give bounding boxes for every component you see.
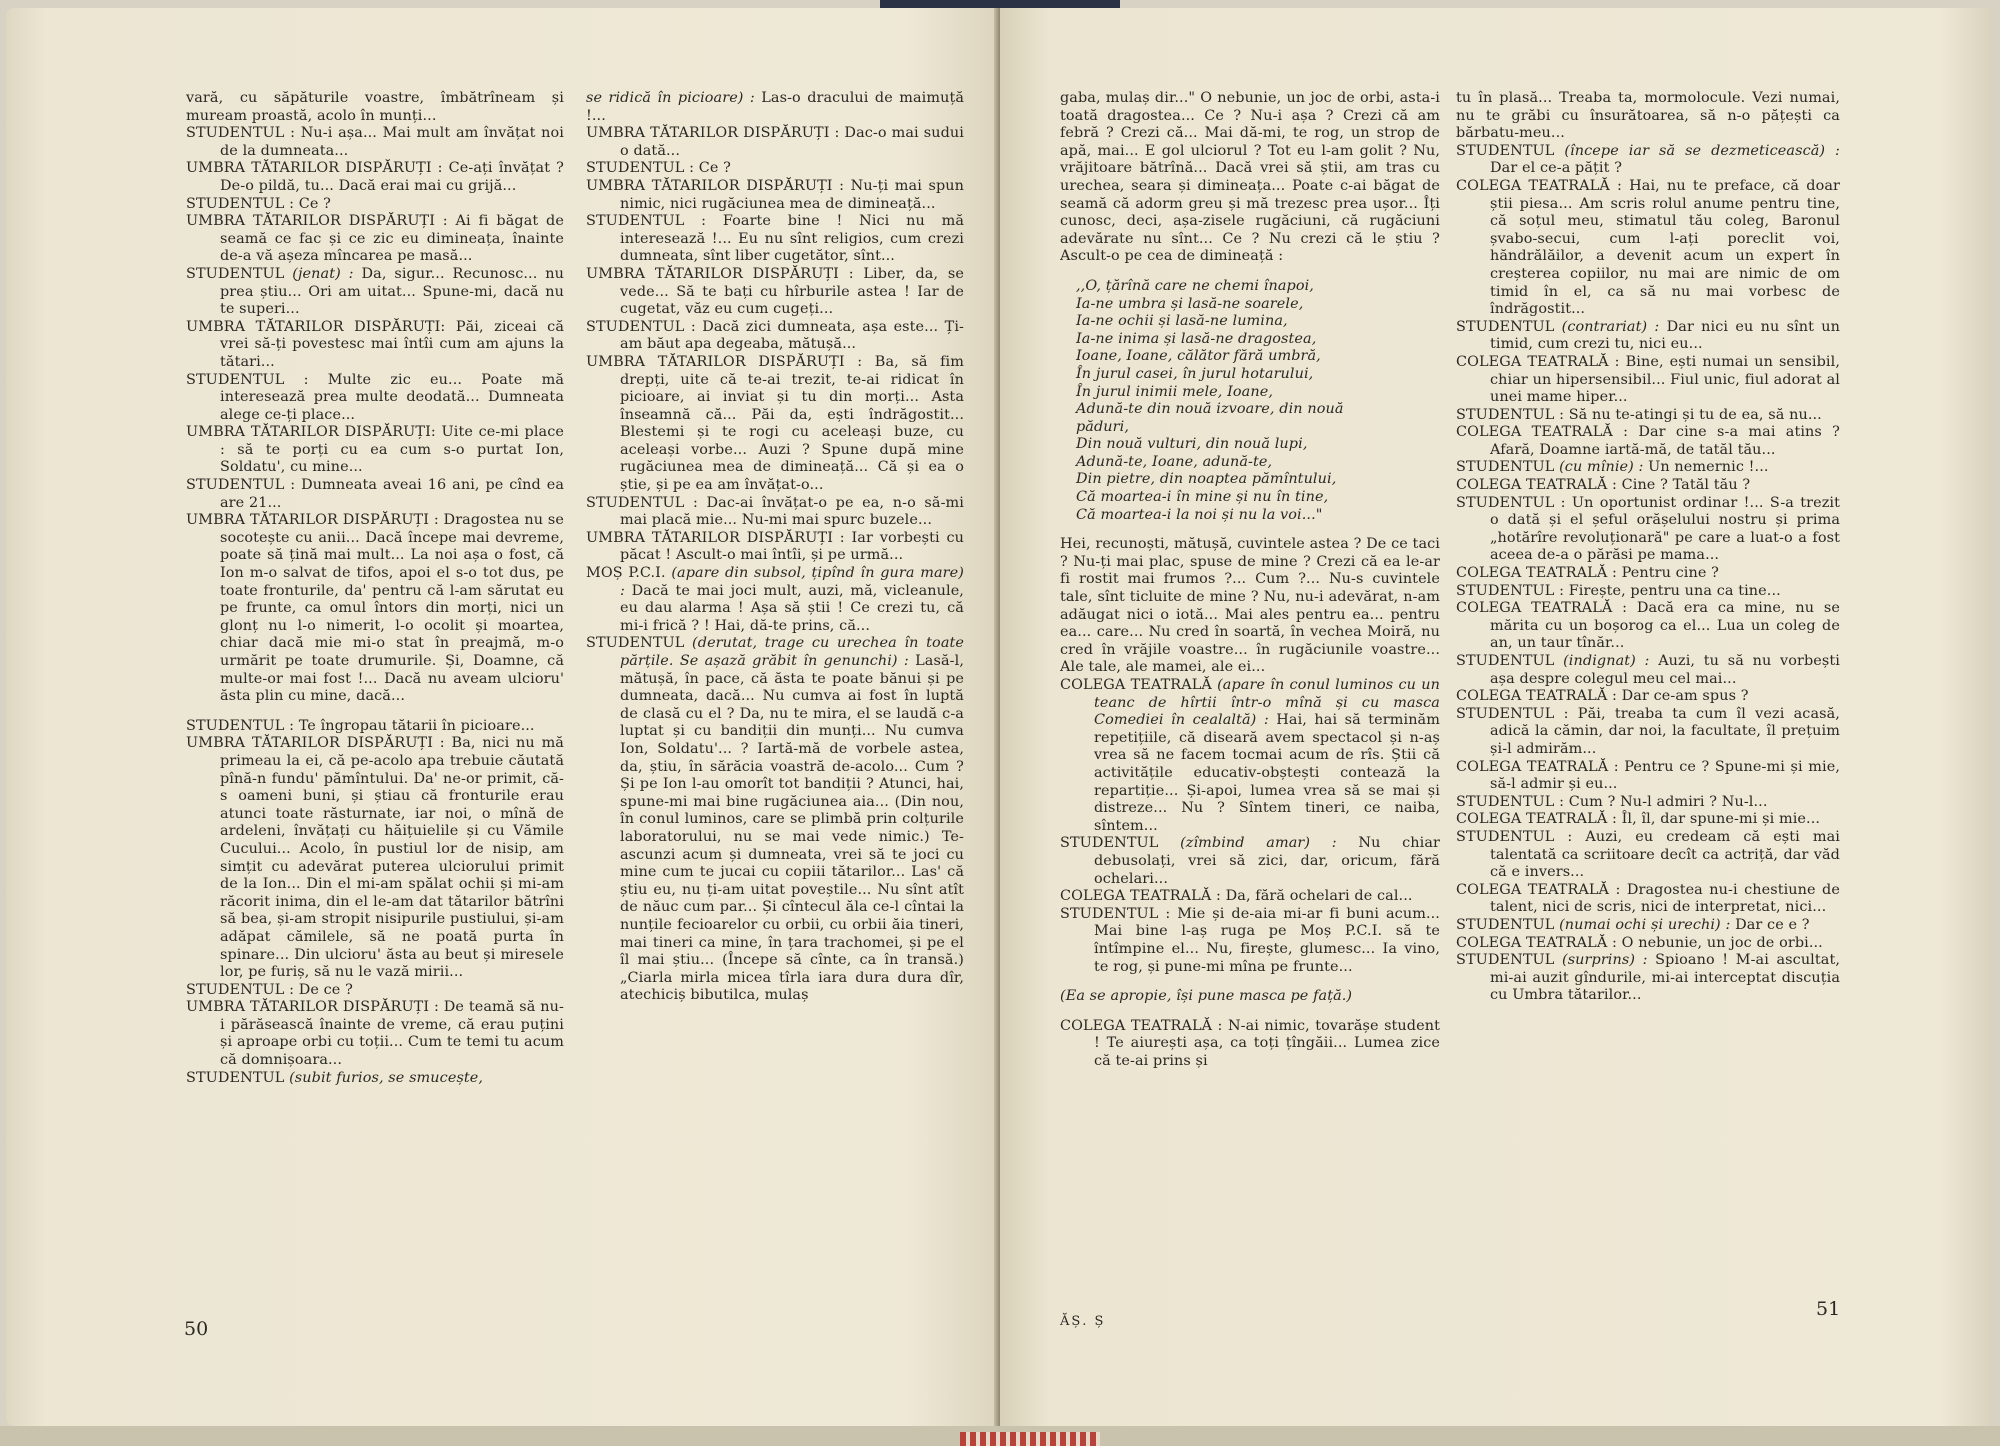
line-text: Dacă era ca mine, nu se mărita cu un boșorog ca el... Lua un coleg de an, un taur tînăr... xyxy=(1490,600,1840,652)
speaker-name: STUDENTUL : xyxy=(586,160,695,177)
dialogue-line xyxy=(1060,906,1440,976)
line-text: Iar vorbești cu păcat ! Ascult-o mai întîi, și pe urmă... xyxy=(620,529,964,564)
speaker-name: COLEGA TEATRALĂ : xyxy=(1456,758,1619,775)
bookmark-ribbon xyxy=(960,1432,1100,1446)
line-text: Ba, să fim drepți, uite că te-ai trezit, te-ai ridicat în picioare, ai inviat și tu din morți... Asta înseamnă că... Păi da, ești îndrăgostit... Blestemi și te rogi cu aceleași buze, cu aceleași vorbe... Auzi ? Spune după mine rugăciunea mea de dimineață... Că și ea o știe, și pe ea am învățat-o... xyxy=(620,353,964,494)
dialogue-line xyxy=(1456,459,1840,477)
speaker-name: UMBRA TĂTARILOR DISPĂRUȚI: xyxy=(186,424,436,441)
dialogue-line xyxy=(586,354,964,495)
line-text: Hai, nu te preface, că doar știi piesa... Am scris rolul anume pentru tine, că soțul meu, stimatul tău coleg, Baronul șvabo-secui, cum l-ați poreclit voi, hăndrălăilor, a devenit acum un expert în creșterea copiilor, nu mai are nimic de om timid în el, ca să nu mai vorbesc de îndrăgostit... xyxy=(1490,177,1840,318)
text-paragraph: gaba, mulaș dir..." O nebunie, un joc de orbi, asta-i toată dragostea... Ce ? Nu-i așa ? Crezi că am febră ? Crezi că... Mai dă-mi, te rog, un strop de apă, mai... E gol ulciorul ? Tot eu l-am golit ? Nu, vrăjitoare bătrînă... Dacă vrei să știi, am tras cu urechea, seara și dimineața... Poate c-ai băgat de seamă că adorm greu și mă trezesc prea ușor... Îți cunosc, deci, așa-zisele rugăciuni, că rugăciuni adevărate nu sînt... Ce ? Nu crezi că le știu ? Ascult-o pe cea de dimineață : xyxy=(1060,90,1440,265)
poem-block: ,,O, țărînă care ne chemi înapoi, Ia-ne umbra și lasă-ne soarele, Ia-ne ochii și lasă-ne lumina, Ia-ne inima și lasă-ne dragostea, Ioane, Ioane, călător fără umbră, În jurul casei, în jurul hotarului, În jurul inimii mele, Ioane, Adună-te din nouă izvoare, din nouă păduri, Din nouă vulturi, din nouă lupi, Adună-te, Ioane, adună-te, Din pietre, din noaptea pămîntului, Că moartea-i în mine și nu în tine, Că moartea-i la noi și nu la voi..." xyxy=(1076,277,1344,523)
dialogue-line xyxy=(1060,677,1440,835)
speaker-name: STUDENTUL : xyxy=(186,981,295,998)
speaker-name: STUDENTUL : xyxy=(586,318,696,335)
line-text: Nu-ți mai spun nimic, nici rugăciunea mea de dimineață... xyxy=(620,177,964,212)
speaker-name: STUDENTUL xyxy=(1456,142,1555,159)
dialogue-line xyxy=(1456,407,1840,425)
speaker-name: COLEGA TEATRALĂ : xyxy=(1456,565,1617,582)
left-column-2 xyxy=(586,90,964,1310)
line-text: Hei, recunoști, mătușă, cuvintele astea ? De ce taci ? Nu-ți mai plac, spuse de mine ? Crezi că ea le-ar fi rostit mai frumos ?... Cum ?... Nu-s cuvintele tale, sînt ticluite de mine ? Nu, nu-i adevărat, n-am adăugat nici o iotă... Mai ales pentru ea... pentru ea... care... Nu cred în soartă, în vechea Moiră, nu cred în vrăjile voastre... în rugăciunile voastre... Ale tale, ale mamei, ale ei... xyxy=(1060,536,1440,676)
speaker-name: COLEGA TEATRALĂ : xyxy=(1060,888,1221,905)
dialogue-line xyxy=(1456,935,1840,953)
dialogue-line xyxy=(1456,829,1840,882)
speaker-name: STUDENTUL xyxy=(1456,459,1555,476)
line-text: Ce ? xyxy=(694,160,731,177)
speaker-name: COLEGA TEATRALĂ : xyxy=(1456,688,1617,705)
speaker-name: COLEGA TEATRALĂ : xyxy=(1456,353,1620,370)
speaker-name: UMBRA TĂTARILOR DISPĂRUȚI : xyxy=(186,999,439,1016)
line-text: Firește, pentru una ca tine... xyxy=(1564,582,1781,599)
line-text: Nu-i așa... Mai mult am învățat noi de la dumneata... xyxy=(220,125,564,159)
speaker-name: STUDENTUL : xyxy=(186,371,309,388)
line-text: Uite ce-mi place : să te porți cu ea cum s-o purtat Ion, Soldatu', cu mine... xyxy=(220,424,564,476)
dialogue-line xyxy=(1456,706,1840,759)
text-paragraph xyxy=(186,90,564,125)
line-text: Ce-ați învățat ? De-o pildă, tu... Dacă erai mai cu grijă... xyxy=(220,160,564,194)
dialogue-line xyxy=(1456,917,1840,935)
dialogue-line xyxy=(1456,583,1840,601)
line-text: Mie și de-aia mi-ar fi buni acum... Mai bine l-aș ruga pe Moș P.C.I. să te întîmpine el... Nu, firește, glumesc... Ia vino, te rog, și pune-mi mîna pe frunte... xyxy=(1094,905,1440,975)
line-text: Dacă zici dumneata, așa este... Ți-am băut apa degeaba, mătușă... xyxy=(620,318,964,353)
line-text: Multe zic eu... Poate mă interesează prea multe deodată... Dumneata alege ce-ți place... xyxy=(220,371,564,423)
text-paragraph xyxy=(1060,988,1440,1006)
line-text: Dac-o mai sudui o dată... xyxy=(620,125,964,159)
speaker-name: UMBRA TĂTARILOR DISPĂRUȚI : xyxy=(586,265,854,282)
dialogue-line xyxy=(186,718,564,736)
dialogue-line xyxy=(586,495,964,530)
dialogue-line xyxy=(186,213,564,266)
dialogue-line xyxy=(1456,565,1840,583)
dialogue-line xyxy=(586,530,964,565)
right-page xyxy=(1000,8,1992,1426)
speaker-name: STUDENTUL : xyxy=(1456,705,1569,722)
speaker-name: STUDENTUL xyxy=(1060,835,1159,852)
dialogue-line xyxy=(1456,424,1840,459)
dialogue-line xyxy=(1456,688,1840,706)
stage-direction: (surprins) : xyxy=(1554,952,1648,969)
dialogue-line xyxy=(186,372,564,425)
speaker-name: STUDENTUL : xyxy=(186,125,296,142)
text-paragraph xyxy=(1060,536,1440,677)
line-text: Nu chiar debusolați, vrei să zici, dar, oricum, fără ochelari... xyxy=(1094,835,1440,887)
speaker-name: STUDENTUL : xyxy=(1456,406,1565,423)
line-text: Hai, hai să terminăm repetițiile, că diseară avem spectacol și n-aș vrea să ne facem tocmai acum de rîs. Știi că activitățile educativ-obștești contează la repartiție... Și-apoi, lumea vrea să se mai și distreze... Nu ? Sîntem tineri, ce naiba, sîntem... xyxy=(1094,712,1440,834)
page-number-left: 50 xyxy=(184,1318,209,1340)
page-mark-right: ĂȘ. Ș xyxy=(1060,1314,1106,1329)
line-text: Dac-ai învățat-o pe ea, n-o să-mi mai placă mie... Nu-mi mai spurc buzele... xyxy=(620,494,964,529)
dialogue-line xyxy=(1456,952,1840,1005)
speaker-name: UMBRA TĂTARILOR DISPĂRUȚI : xyxy=(586,529,845,546)
line-text: (Ea se apropie, își pune masca pe față.) xyxy=(1060,988,1353,1005)
speaker-name: COLEGA TEATRALĂ xyxy=(1060,677,1212,693)
text-paragraph xyxy=(586,90,964,125)
dialogue-line xyxy=(1456,495,1840,565)
speaker-name: STUDENTUL xyxy=(1456,916,1555,933)
dialogue-line xyxy=(1060,888,1440,906)
line-text: Dar cine s-a mai atins ? Afară, Doamne iartă-mă, de tatăl tău... xyxy=(1490,424,1840,458)
dialogue-line xyxy=(186,196,564,214)
speaker-name: STUDENTUL : xyxy=(1456,793,1565,810)
speaker-name: COLEGA TEATRALĂ : xyxy=(1456,177,1622,194)
line-text: vară, cu săpăturile voastre, îmbătrîneam și muream proastă, acolo în munți... xyxy=(186,90,564,124)
stage-direction: (numai ochi și urechi) : xyxy=(1554,916,1731,933)
dialogue-line xyxy=(186,982,564,1000)
speaker-name: UMBRA TĂTARILOR DISPĂRUȚI : xyxy=(586,125,840,142)
speaker-name: MOȘ P.C.I. xyxy=(586,565,666,582)
dialogue-line xyxy=(586,178,964,213)
right-column-2 xyxy=(1456,90,1840,1310)
dialogue-line xyxy=(186,1070,564,1088)
line-text: Dar ce e ? xyxy=(1730,916,1810,933)
line-text: Cum ? Nu-l admiri ? Nu-l... xyxy=(1564,793,1768,810)
dialogue-line xyxy=(586,266,964,319)
dialogue-line xyxy=(1060,1018,1440,1071)
line-text: Păi, treaba ta cum îl vezi acasă, adică la cămin, dar noi, la facultate, îl prețuim și-l admirăm... xyxy=(1490,705,1840,757)
speaker-name: COLEGA TEATRALĂ : xyxy=(1456,600,1628,617)
line-text: Las-o dracului de maimuță !... xyxy=(586,90,964,124)
dialogue-line xyxy=(186,735,564,981)
line-text: Dar ce-am spus ? xyxy=(1616,688,1749,705)
line-text: Un nemernic !... xyxy=(1643,459,1769,476)
line-text: Păi, ziceai că vrei să-ți povestesc mai întîi cum am ajuns la tătari... xyxy=(220,318,564,370)
dialogue-line xyxy=(1456,811,1840,829)
line-text: Dar el ce-a pățit ? xyxy=(1490,160,1623,177)
speaker-name: COLEGA TEATRALĂ : xyxy=(1456,424,1629,441)
line-text: Pentru cine ? xyxy=(1616,565,1719,582)
line-text: De teamă să nu-i părăsească înainte de vreme, că erau puțini și aproape orbi cu toții... Cum te temi tu acum că domnișoara... xyxy=(220,999,564,1069)
line-text: Dragostea nu se socotește cu anii... Dacă începe mai devreme, poate să țină mai mult... La noi așa o fost, că Ion m-o salvat de tifos, apoi el s-o tot dus, pe toate fronturile, da' pentru că l-am sărutat eu pe frunte, ca omul întors din morți, nici un glonț nu l-o nimerit, l-o ocolit și moartea, chiar dacă mie mi-o stat în preajmă, m-o urmărit pe toate drumurile. Și, Doamne, că multe-or mai fost !... Dacă nu aveam ulcioru' ăsta plin cu mine, dacă... xyxy=(220,512,564,705)
speaker-name: STUDENTUL xyxy=(1456,318,1555,335)
speaker-name: STUDENTUL : xyxy=(1456,494,1566,511)
line-text: Îl, îl, dar spune-mi și mie... xyxy=(1616,811,1821,828)
speaker-name: STUDENTUL xyxy=(1456,653,1555,669)
line-text: De ce ? xyxy=(294,981,353,998)
line-text: Ai fi băgat de seamă ce fac și ce zic eu dimineața, înainte de-a vă așeza mîncarea pe masă... xyxy=(220,213,564,265)
stage-direction: (indignat) : xyxy=(1554,653,1650,669)
dialogue-line xyxy=(186,319,564,372)
speaker-name: UMBRA TĂTARILOR DISPĂRUȚI : xyxy=(186,213,448,230)
speaker-name: STUDENTUL : xyxy=(186,477,296,494)
speaker-name: STUDENTUL : xyxy=(586,494,698,511)
line-text: se ridică în picioare) : xyxy=(586,90,755,106)
stage-direction: (cu mînie) : xyxy=(1554,459,1644,476)
stage-direction: (apare din subsol, țipînd în gura mare) : xyxy=(620,565,964,599)
speaker-name: COLEGA TEATRALĂ : xyxy=(1456,934,1617,951)
dialogue-line xyxy=(586,125,964,160)
line-text: Da, sigur... Recunosc... nu prea știu... Ori am uitat... Spune-mi, dacă nu te superi... xyxy=(220,265,564,318)
speaker-name: STUDENTUL xyxy=(186,265,285,282)
dialogue-line xyxy=(1456,759,1840,794)
line-text: Cine ? Tatăl tău ? xyxy=(1616,477,1751,494)
dialogue-line xyxy=(586,160,964,178)
stage-direction: (contrariat) : xyxy=(1554,318,1660,335)
speaker-name: STUDENTUL xyxy=(186,1069,285,1086)
line-text: Să nu te-atingi și tu de ea, să nu... xyxy=(1564,406,1822,423)
stage-direction: (zîmbind amar) : xyxy=(1158,835,1337,852)
dialogue-line xyxy=(186,266,564,319)
dialogue-line xyxy=(586,319,964,354)
dialogue-line xyxy=(1456,319,1840,354)
speaker-name: STUDENTUL : xyxy=(186,195,295,212)
speaker-name: STUDENTUL : xyxy=(1456,828,1573,845)
dialogue-line xyxy=(186,999,564,1069)
stage-direction: (derutat, trage cu urechea în toate părțile. Se așază grăbit în genunchi) : xyxy=(620,635,964,669)
dialogue-line xyxy=(186,512,564,706)
dialogue-line xyxy=(1060,835,1440,888)
speaker-name: STUDENTUL : xyxy=(186,717,295,734)
dialogue-line xyxy=(1456,600,1840,653)
right-column-1 xyxy=(1060,90,1440,1310)
speaker-name: UMBRA TĂTARILOR DISPĂRUȚI : xyxy=(186,512,439,529)
speaker-name: UMBRA TĂTARILOR DISPĂRUȚI : xyxy=(586,177,845,194)
stage-direction: (subit furios, se smucește, xyxy=(284,1069,484,1086)
line-text: Te îngropau tătarii în picioare... xyxy=(294,717,535,734)
speaker-name: STUDENTUL : xyxy=(1060,905,1171,922)
stage-direction: (apare în conul luminos cu un teanc de hîrtii într-o mînă și cu masca Comediei în cealaltă) : xyxy=(1094,677,1440,729)
page-number-right: 51 xyxy=(1816,1298,1841,1320)
dialogue-line xyxy=(186,160,564,195)
text-paragraph xyxy=(1456,90,1840,143)
dialogue-line xyxy=(1456,178,1840,319)
line-text: Auzi, eu credeam că ești mai talentată ca scriitoare decît ca actriță, dar văd că e invers... xyxy=(1490,828,1840,881)
speaker-name: STUDENTUL : xyxy=(586,213,707,230)
line-text: O nebunie, un joc de orbi... xyxy=(1616,934,1823,951)
speaker-name: UMBRA TĂTARILOR DISPĂRUȚI : xyxy=(186,735,445,752)
dialogue-line xyxy=(1456,794,1840,812)
speaker-name: COLEGA TEATRALĂ : xyxy=(1456,477,1617,494)
line-text: Foarte bine ! Nici nu mă interesează !... Eu nu sînt religios, cum crezi dumneata, sînt liber cugetător, sînt... xyxy=(620,213,964,265)
line-text: Dumneata aveai 16 ani, pe cînd ea are 21... xyxy=(220,477,564,511)
dialogue-line xyxy=(1456,477,1840,495)
dialogue-line xyxy=(1456,354,1840,407)
speaker-name: UMBRA TĂTARILOR DISPĂRUȚI : xyxy=(186,160,443,177)
dialogue-line xyxy=(1456,143,1840,178)
line-text: Dar nici eu nu sînt un timid, cum crezi tu, nici eu... xyxy=(1490,318,1840,353)
speaker-name: UMBRA TĂTARILOR DISPĂRUȚI: xyxy=(186,318,446,335)
speaker-name: STUDENTUL : xyxy=(1456,582,1565,599)
line-text: Da, fără ochelari de cal... xyxy=(1220,888,1413,905)
line-text: Liber, da, se vede... Să te bați cu hîrburile astea ! Iar de cugetat, văz eu cum cugeți... xyxy=(620,265,964,318)
dialogue-line xyxy=(186,424,564,477)
line-text: Pentru ce ? Spune-mi și mie, să-l admir și eu... xyxy=(1490,758,1840,793)
speaker-name: COLEGA TEATRALĂ : xyxy=(1060,1017,1223,1034)
left-column-1 xyxy=(186,90,564,1310)
dialogue-line xyxy=(1456,882,1840,917)
speaker-name: COLEGA TEATRALĂ : xyxy=(1456,811,1617,828)
dialogue-line xyxy=(586,565,964,635)
left-page xyxy=(6,8,1000,1426)
line-text: Dragostea nu-i chestiune de talent, nici de scris, nici de interpretat, nici... xyxy=(1490,881,1840,916)
dialogue-line xyxy=(1456,653,1840,688)
line-text: Ce ? xyxy=(294,195,331,212)
stage-direction: (jenat) : xyxy=(284,265,354,282)
line-text: Lasă-l, mătușă, în pace, că ăsta te poate bănui și pe dumneata, dacă... Nu cumva ai fost în luptă de clasă cu el ? Da, nu te mira, el se laudă c-a luptat și cu bandiții din munți... Nu cumva Ion, Soldatu'... ? Iartă-mă de vorbele astea, da, știu, în sărăcia voastră de-acolo... Cum ? Și pe Ion l-au omorît tot bandiții ? Atunci, hai, spune-mi mai bine rugăciunea aia... (Din nou, în conul luminos, care se plimbă prin colțurile laboratorului, nu se mai vede nimic.) Te-ascunzi acum și dumneata, vrei să te joci cu mine cum te jucai cu copiii tătarilor... Las' că știu eu, nu ți-am uitat poveștile... Nu sînt atît de năuc cum par... Și cîntecul ăla ce-l cîntai la nunțile fecioarelor cu orbii, cu orbii ăia tineri, mai tineri ca mine, în țara trachomei, și pe el îl mai știu... (Începe să cînte, ca în transă.) „Ciarla mirla micea tîrla iara dura dura dîr, atechiciș bibutilca, mulaș xyxy=(620,653,964,1004)
speaker-name: STUDENTUL xyxy=(1456,952,1555,969)
speaker-name: STUDENTUL xyxy=(586,635,685,652)
dialogue-line xyxy=(586,213,964,266)
line-text: Auzi, tu să nu vorbești așa despre colegul meu cel mai... xyxy=(1490,653,1840,687)
stage-direction: (începe iar să se dezmeticească) : xyxy=(1554,142,1840,159)
dialogue-line xyxy=(186,125,564,160)
line-text: Bine, ești numai un sensibil, chiar un hipersensibil... Fiul unic, fiul adorat al unei mame hiper... xyxy=(1490,353,1840,406)
line-text: tu în plasă... Treaba ta, mormolocule. Vezi numai, nu te grăbi cu însurătoarea, să n-o pățești ca bărbatu-meu... xyxy=(1456,90,1840,142)
dialogue-line xyxy=(586,635,964,1004)
line-text: Ba, nici nu mă primeau la ei, că pe-acolo apa trebuie căutată pînă-n fundu' pămîntului. Da' ne-or primit, că-s oameni buni, și știau că fronturile erau atunci toate răsturnate, iar noi, o mînă de ardeleni, învățați cu hăițuielile și cu Vămile Cucului... Acolo, în pustiul lor de nisip, am simțit cu adevărat puterea ulciorului primit de la Ion... Din el mi-am spălat ochii și mi-am răcorit inima, din el le-am dat tătarilor bătrîni să bea, și-am stropit nisipurile pustiului, și-am adăpat cămilele, să ne poată purta în spinare... Din ulcioru' ăsta au beut și miresele lor, pe furiș, să nu le vază mirii... xyxy=(220,735,564,981)
line-text: N-ai nimic, tovarășe student ! Te aiurești așa, ca toți țîngăii... Lumea zice că te-ai prins și xyxy=(1094,1017,1440,1069)
speaker-name: UMBRA TĂTARILOR DISPĂRUȚI : xyxy=(586,353,863,370)
speaker-name: COLEGA TEATRALĂ : xyxy=(1456,881,1621,898)
dialogue-line xyxy=(186,477,564,512)
line-text: Un oportunist ordinar !... S-a trezit o dată și el șeful orășelului nostru și prima „hotărîre revoluționară" pe care a luat-o a fost aceea de-a o părăsi pe mama... xyxy=(1490,494,1840,564)
line-text: Spioano ! M-ai ascultat, mi-ai auzit gîndurile, mi-ai interceptat discuția cu Umbra tătarilor... xyxy=(1490,952,1840,1004)
line-text: Dacă te mai joci mult, auzi, mă, vicleanule, eu dau alarma ! Așa să știi ! Ce crezi tu, că mi-i frică ? ! Hai, dă-te prins, că... xyxy=(620,582,964,634)
